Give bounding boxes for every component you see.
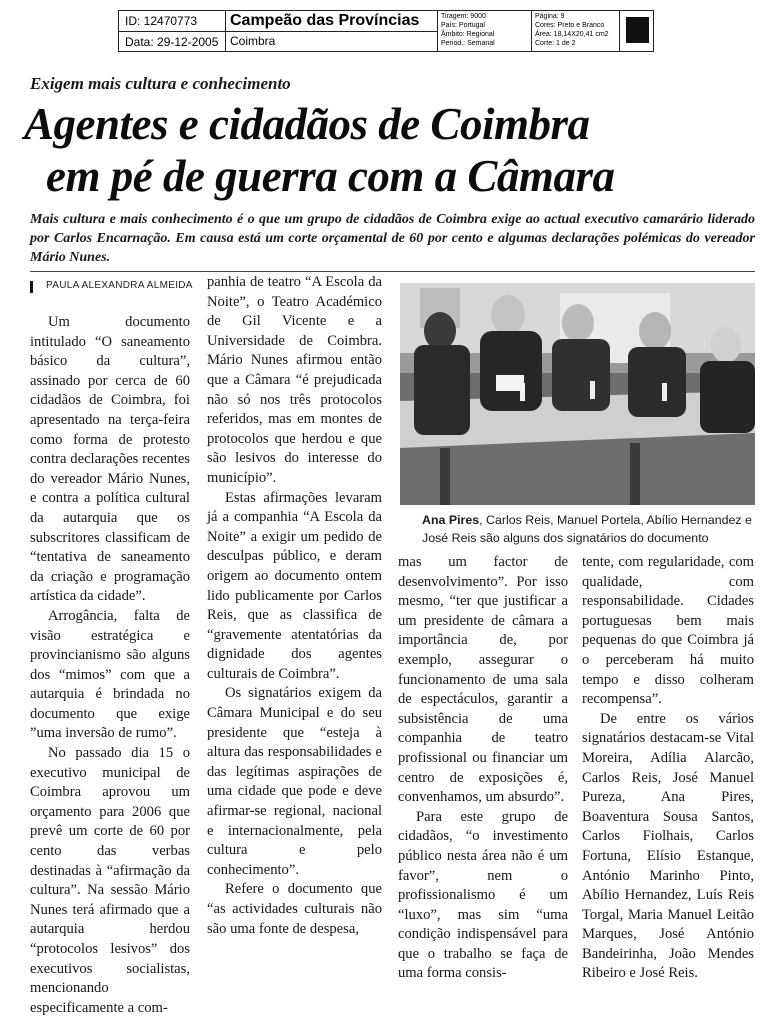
paragraph: mas um factor de desenvolvimento”. Por isso mesmo, “ter que justificar a um presidente de câmara a importância de, por exemplo, assegurar o funcionamento de uma sala de espectáculos, garantir a subsistência de uma companhia de teatro profissional ou financiar um centro de exposições é, convenhamos, um absurdo”. (398, 554, 568, 806)
clip-date: Data: 29-12-2005 (125, 35, 219, 49)
publication-city: Coimbra (230, 34, 276, 48)
clip-meta-right (532, 11, 620, 51)
meta-pagina: Página: 9 (535, 13, 565, 20)
body-column-3 (398, 553, 568, 984)
headline-line-1: Agentes e cidadãos de Coimbra (24, 99, 590, 149)
body-column-2 (207, 273, 382, 939)
clipping-header (118, 10, 654, 52)
byline: PAULA ALEXANDRA ALMEIDA (46, 280, 193, 291)
article-kicker: Exigem mais cultura e conhecimento (30, 74, 291, 93)
paragraph: Um documento intitulado “O saneamento básico da cultura”, assinado por cerca de 60 cidadãos de Coimbra, foi apresentado na terça-feira como forma de protesto contra declarações recentes do vereador Mário Nunes, e contra a política cultural da autarquia que os subscritores classificam de “tentativa de saneamento da criação e programação artística da cidade”. (30, 314, 190, 605)
paragraph: tente, com regularidade, com qualidade, com responsabilidade. Cidades portuguesas bem mais pequenas do que Coimbra já o perceberam há muito tempo e disso colheram recompensa”. (582, 554, 754, 708)
paragraph: Para este grupo de cidadãos, “o investimento público nesta área não é um favor”, nem o profissionalismo é um “luxo”, mas sim “uma condição indispensável para que o trabalho se faça de uma forma consis- (398, 808, 568, 982)
clip-id: ID: 12470773 (125, 14, 198, 28)
photo-caption (422, 511, 754, 547)
meta-tiragem: Tiragem: 9000 (441, 13, 486, 20)
paragraph: Refere o documento que “as actividades culturais não são uma fonte de despesa, (207, 881, 382, 937)
caption-text: , Carlos Reis, Manuel Portela, Abílio Hernandez e José Reis são alguns dos signatários do documento (422, 513, 752, 545)
photo-signatories (400, 283, 755, 505)
meta-periodicidade: Period.: Semanal (441, 40, 495, 47)
paragraph: De entre os vários signatários destacam-se Vital Moreira, Adília Alarcão, Carlos Reis, José Manuel Pureza, Ana Pires, Boaventura Sousa Santos, Carlos Fiolhais, Carlos Fortuna, Elísio Estanque, António Marinho Pinto, Abílio Hernandez, Luís Reis Torgal, Maria Manuel Leitão Marques, José António Bandeirinha, João Mendes Ribeiro e José Reis. (582, 710, 754, 982)
clip-publication-cell (226, 11, 438, 51)
paragraph: No passado dia 15 o executivo municipal de Coimbra aprovou um orçamento para 2006 que prevê um corte de 60 por cento das verbas destinadas à “afirmação da cultura”. Na sessão Mário Nunes terá afirmado que a autarquia herdou “protocolos lesivos” dos executivos socialistas, mencionando especificamente a com- (30, 745, 190, 1016)
lead-rule (30, 271, 755, 272)
paragraph: Estas afirmações levaram já a companhia “A Escola da Noite” a exigir um pedido de desculpas público, e deram origem ao documento ontem lido publicamente por Carlos Reis, que as classifica de “gravemente atentatórias da dignidade dos agentes culturais de Coimbra”. (207, 489, 382, 682)
meta-area: Área: 18,14X20,41 cm2 (535, 31, 609, 38)
article-photo (400, 283, 755, 505)
body-column-4 (582, 553, 754, 984)
caption-highlight: Ana Pires (422, 513, 480, 527)
black-square-marker (626, 17, 649, 43)
body-column-1 (30, 313, 190, 1018)
headline-line-2: em pé de guerra com a Câmara (46, 151, 615, 201)
meta-cores: Cores: Preto e Branco (535, 22, 605, 29)
meta-corte: Corte: 1 de 2 (535, 40, 576, 47)
byline-marker (30, 281, 33, 293)
meta-ambito: Âmbito: Regional (441, 31, 495, 38)
publication-name: Campeão das Províncias (230, 12, 420, 29)
clip-meta-left (438, 11, 532, 51)
meta-pais: País: Portugal (441, 22, 485, 29)
article-lead: Mais cultura e mais conhecimento é o que um grupo de cidadãos de Coimbra exige ao actual executivo camarário liderado por Carlos Encarnação. Em causa está um corte orçamental de 60 por cento e algumas declarações polémicas do vereador Mário Nunes. (30, 212, 755, 265)
paragraph: Os signatários exigem da Câmara Municipal e do seu presidente que “esteja à altura das responsabilidades e das legítimas aspirações de uma cidade que pode e deve afirmar-se regional, nacional e internacionalmente, pela cultura e pelo conhecimento”. (207, 685, 382, 878)
paragraph: Arrogância, falta de visão estratégica e provincianismo são alguns dos “mimos” com que a autarquia é brindada no documento que exige ”uma inversão de rumo”. (30, 607, 190, 742)
paragraph: panhia de teatro “A Escola da Noite”, o Teatro Académico de Gil Vicente e a Universidade de Coimbra. Mário Nunes afirmou então que a Câmara “é prejudicada não só nos três protocolos referidos, mas em montes de protocolos que herdou e que são lesivos do interesse do município”. (207, 274, 382, 486)
